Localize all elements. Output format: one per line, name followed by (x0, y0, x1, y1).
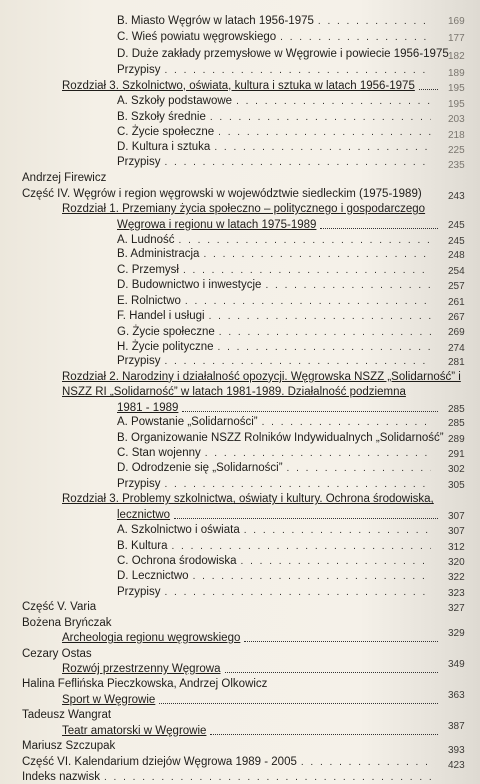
chapter-heading-cont: NSZZ RI „Solidarność” w latach 1981-1989. Działalność podziemna (62, 386, 406, 399)
page-number: 169 (448, 15, 465, 27)
page-number: 285 (448, 418, 465, 429)
toc-entry: D. Lecznictwo . . . (117, 569, 435, 584)
page-number: 322 (448, 572, 465, 584)
toc-entry: H. Życie polityczne . . . (117, 340, 435, 355)
page-number: 289 (448, 433, 465, 445)
toc-entry: B. Szkoły średnie . . . (117, 110, 435, 125)
author-name: Halina Feflińska Pieczkowska, Andrzej Olkowicz (22, 678, 268, 691)
toc-entry: A. Ludność . . . (117, 233, 435, 248)
article-title: Archeologia regionu węgrowskiego (62, 631, 442, 645)
toc-entry: E. Rolnictwo . . . (117, 294, 435, 309)
author-name: Bożena Bryńczak (22, 616, 112, 629)
toc-entry: Przypisy . . . (117, 477, 435, 492)
page-number: 329 (448, 628, 465, 640)
page-number: 218 (448, 129, 465, 141)
toc-entry: D. Budownictwo i inwestycje . . . (117, 278, 435, 293)
toc-entry: G. Życie społeczne . . . (117, 325, 435, 340)
author-name: Mariusz Szczupak (22, 740, 116, 753)
article-title: Sport w Węgrowie (62, 693, 442, 707)
page-number: 323 (448, 587, 465, 599)
toc-entry: B. Miasto Węgrów w latach 1956-1975 . . . (117, 14, 435, 29)
part-heading: Część V. Varia (22, 601, 97, 614)
page-number: 254 (448, 265, 465, 277)
toc-entry: Przypisy . . . (117, 585, 435, 600)
page-number: 423 (448, 760, 465, 772)
page-number: 235 (448, 159, 465, 171)
page-number: 269 (448, 327, 465, 339)
page-number: 291 (448, 448, 465, 460)
toc-entry: B. Administracja . . . (117, 247, 435, 262)
page-number: 320 (448, 556, 465, 568)
page-number: 302 (448, 464, 465, 476)
chapter-heading: Rozdział 2. Narodziny i działalność opozycji. Węgrowska NSZZ „Solidarność” i (62, 370, 461, 383)
part-heading: Część IV. Węgrów i region węgrowski w województwie siedleckim (1975-1989) (22, 187, 422, 200)
toc-entry: Przypisy . . . (117, 354, 435, 369)
toc-entry: B. Kultura . . . (117, 539, 435, 554)
page-number: 281 (448, 357, 465, 369)
toc-entry: Przypisy . . . (117, 155, 435, 170)
page-number: 203 (448, 114, 465, 126)
page-number: 248 (448, 250, 465, 262)
page-number: 189 (448, 68, 465, 79)
page-number: 195 (448, 98, 465, 110)
toc-entry: D. Odrodzenie się „Solidarności” . . . (117, 461, 435, 476)
toc-entry: C. Życie społeczne . . . (117, 125, 435, 140)
chapter-heading: Rozdział 1. Przemiany życia społeczno – politycznego i gospodarczego (62, 203, 426, 215)
toc-entry: Przypisy . . . (117, 63, 435, 78)
author-name: Cezary Ostas (22, 647, 92, 660)
page-number: 305 (448, 479, 465, 491)
page-number: 182 (448, 50, 465, 62)
page-number: 245 (448, 235, 465, 247)
page-number: 312 (448, 541, 465, 553)
page-number: 363 (448, 690, 465, 701)
toc-entry: B. Organizowanie NSZZ Rolników Indywidualnych „Solidarność” (117, 431, 444, 444)
page-number: 261 (448, 296, 465, 308)
article-title: Teatr amatorski w Węgrowie (62, 724, 442, 738)
page-number: 267 (448, 312, 465, 323)
page-number: 245 (448, 220, 465, 232)
author-name: Tadeusz Wangrat (22, 709, 112, 722)
page-number: 177 (448, 33, 465, 45)
toc-entry: C. Wieś powiatu węgrowskiego . . . (117, 30, 435, 45)
page-number: 195 (448, 83, 465, 95)
page-number: 307 (448, 526, 465, 537)
page-number: 274 (448, 342, 465, 354)
chapter-heading: Rozdział 3. Szkolnictwo, oświata, kultura i sztuka w latach 1956-1975 (62, 79, 442, 93)
toc-entry: A. Szkolnictwo i oświata . . . (117, 523, 435, 538)
page-number: 387 (448, 720, 465, 732)
author-name: Andrzej Firewicz (22, 172, 107, 185)
index-entry: Indeks nazwisk . . . (22, 770, 437, 784)
toc-entry: D. Kultura i sztuka . . . (117, 140, 435, 155)
page-number: 393 (448, 744, 465, 756)
toc-entry: D. Duże zakłady przemysłowe w Węgrowie i powiecie 1956-1975 (117, 47, 449, 60)
page-number: 285 (448, 403, 465, 415)
article-title: Rozwój przestrzenny Węgrowa (62, 662, 442, 676)
toc-entry: A. Powstanie „Solidarności” . . . (117, 415, 435, 430)
toc-entry: F. Handel i usługi . . . (117, 309, 435, 324)
chapter-heading: Rozdział 3. Problemy szkolnictwa, oświaty i kultury. Ochrona środowiska, (62, 493, 434, 506)
page-number: 225 (448, 145, 465, 157)
page-number: 307 (448, 510, 465, 522)
toc-entry: C. Stan wojenny . . . (117, 446, 435, 461)
chapter-heading-cont: lecznictwo (117, 508, 442, 522)
chapter-heading-cont: Węgrowa i regionu w latach 1975-1989 (117, 218, 442, 232)
page-number: 243 (448, 190, 465, 202)
chapter-heading-cont: 1981 - 1989 (117, 401, 442, 415)
toc-entry: C. Ochrona środowiska . . . (117, 554, 435, 569)
part-heading: Część VI. Kalendarium dziejów Węgrowa 1989 - 2005 . . . (22, 755, 437, 770)
page-number: 327 (448, 603, 465, 615)
page-number: 257 (448, 281, 465, 293)
toc-entry: C. Przemysł . . . (117, 263, 435, 278)
page-number: 349 (448, 659, 465, 671)
toc-entry: A. Szkoły podstawowe . . . (117, 94, 435, 109)
